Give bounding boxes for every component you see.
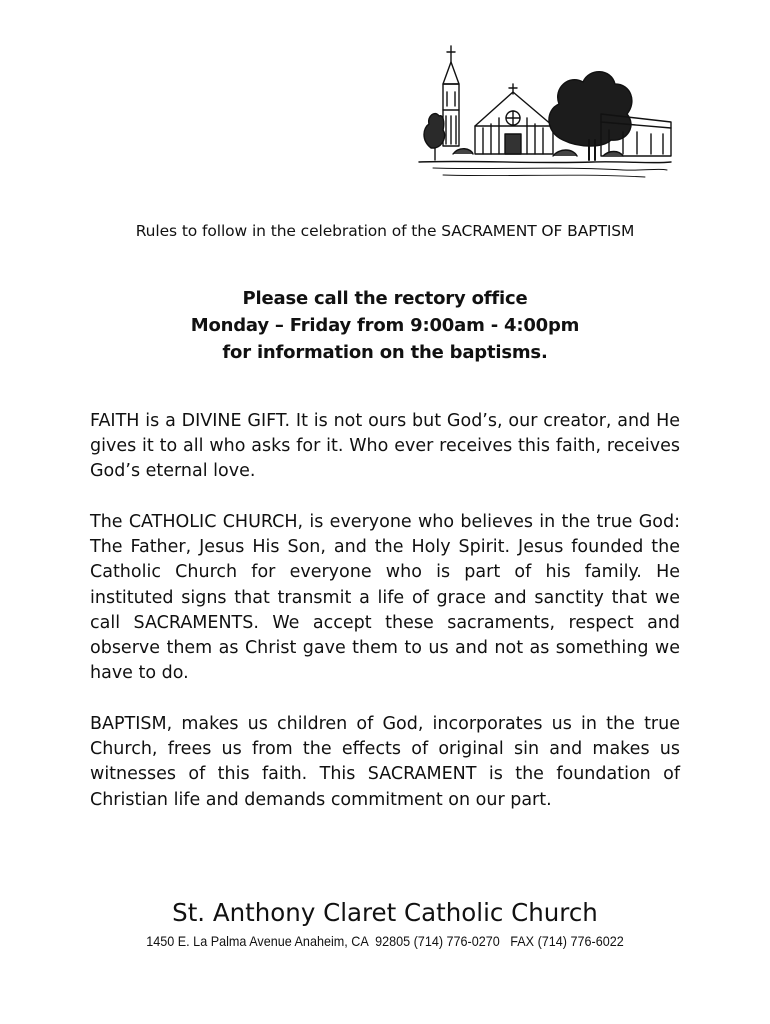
faith-paragraph: FAITH is a DIVINE GIFT. It is not ours but God’s, our creator, and He gives it to all who asks for it. Who ever receives this faith, receives God’s eternal love. [90, 411, 680, 482]
notice-line-3: for information on the baptisms. [222, 342, 548, 363]
document-subtitle: Rules to follow in the celebration of the SACRAMENT OF BAPTISM [135, 222, 635, 240]
notice-line-1: Please call the rectory office [242, 288, 528, 309]
church-illustration [413, 44, 675, 184]
office-hours-notice [0, 285, 770, 366]
church-building-sketch-icon [413, 44, 675, 184]
catholic-church-paragraph: The CATHOLIC CHURCH, is everyone who believes in the true God: The Father, Jesus His Son, and the Holy Spirit. Jesus founded the Catholic Church for everyone who is part of his family. He instituted signs that transmit a life of grace and sanctity that we call SACRAMENTS. We accept these sacraments, respect and observe them as Christ gave them to us and not as something we have to do. [90, 512, 680, 684]
church-name: St. Anthony Claret Catholic Church [172, 898, 598, 927]
notice-line-2: Monday – Friday from 9:00am - 4:00pm [190, 315, 580, 336]
baptism-paragraph: BAPTISM, makes us children of God, incorporates us in the true Church, frees us from the effects of original sin and makes us witnesses of this faith. This SACRAMENT is the foundation of Christian life and demands commitment on our part. [90, 714, 680, 810]
church-address: 1450 E. La Palma Avenue Anaheim, CA 92805 (714) 776-0270 FAX (714) 776-6022 [146, 933, 624, 949]
